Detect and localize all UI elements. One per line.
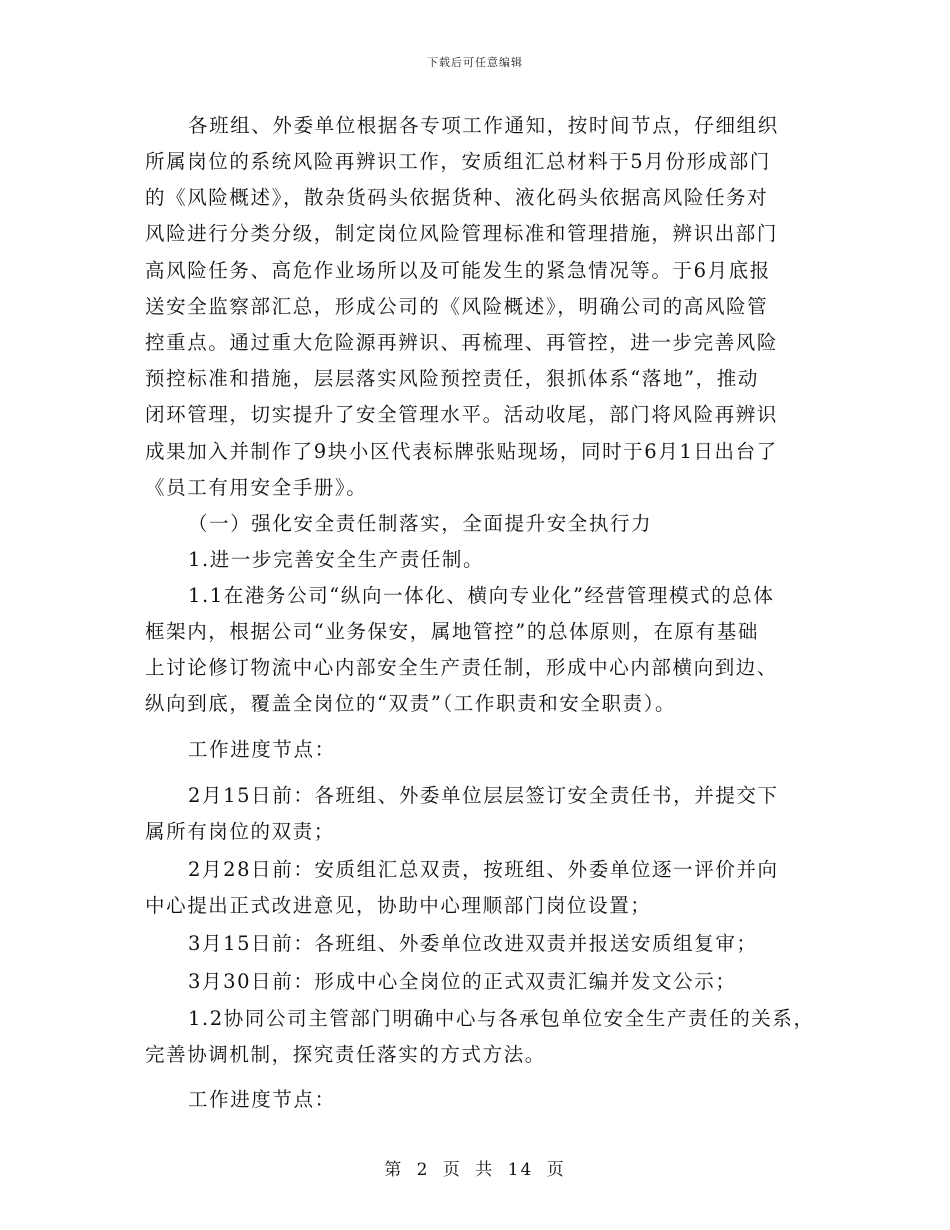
progress-heading: 工作进度节点： [188,1088,336,1111]
progress-item: 属所有岗位的双责； [145,820,335,843]
paragraph-line: 框架内，根据公司“业务保安，属地管控”的总体原则，在原有基础 [145,620,759,643]
paragraph-line: 成果加入并制作了9块小区代表标牌张贴现场，同时于6月1日出台了 [145,440,778,463]
page-header: 下载后可任意编辑 [427,56,523,69]
paragraph-line: 控重点。通过重大危险源再辨识、再梳理、再管控，进一步完善风险 [145,331,779,354]
subsection-heading: 1.进一步完善安全生产责任制。 [188,548,485,571]
progress-item: 中心提出正式改进意见，协助中心理顺部门岗位设置； [145,894,652,917]
paragraph-line: 完善协调机制，探究责任落实的方式方法。 [145,1043,546,1066]
paragraph-line: 所属岗位的系统风险再辨识工作，安质组汇总材料于5月份形成部门 [145,150,771,173]
paragraph-line: 纵向到底，覆盖全岗位的“双责”（工作职责和安全职责）。 [145,692,677,715]
paragraph-line: 送安全监察部汇总，形成公司的《风险概述》，明确公司的高风险管 [145,295,769,318]
paragraph-line: 《员工有用安全手册》。 [145,476,368,499]
page-footer: 第 2 页 共 14 页 [384,1160,566,1180]
paragraph-line: 闭环管理，切实提升了安全管理水平。活动收尾，部门将风险再辨识 [145,403,779,426]
paragraph-line: 风险进行分类分级，制定岗位风险管理标准和管理措施，辨识出部门 [145,222,779,245]
section-heading: （一）强化安全责任制落实，全面提升安全执行力 [188,512,653,535]
progress-heading: 工作进度节点： [188,738,336,761]
paragraph-line: 高风险任务、高危作业场所以及可能发生的紧急情况等。于6月底报 [145,259,771,282]
progress-item: 2月28日前：安质组汇总双责，按班组、外委单位逐一评价并向 [188,858,779,881]
paragraph-line: 1.2协同公司主管部门明确中心与各承包单位安全生产责任的关系， [188,1007,815,1030]
paragraph-line: 预控标准和措施，层层落实风险预控责任，狠抓体系“落地”，推动 [145,367,759,390]
progress-item: 3月30日前：形成中心全岗位的正式双责汇编并发文公示； [188,970,737,993]
progress-item: 3月15日前：各班组、外委单位改进双责并报送安质组复审； [188,932,758,955]
paragraph-line: 上讨论修订物流中心内部安全生产责任制，形成中心内部横向到边、 [145,656,779,679]
paragraph-line: 的《风险概述》，散杂货码头依据货种、液化码头依据高风险任务对 [145,186,769,209]
paragraph-line: 各班组、外委单位根据各专项工作通知，按时间节点，仔细组织 [188,114,779,137]
paragraph-line: 1.1在港务公司“纵向一体化、横向专业化”经营管理模式的总体 [188,584,775,607]
progress-item: 2月15日前：各班组、外委单位层层签订安全责任书，并提交下 [188,784,779,807]
